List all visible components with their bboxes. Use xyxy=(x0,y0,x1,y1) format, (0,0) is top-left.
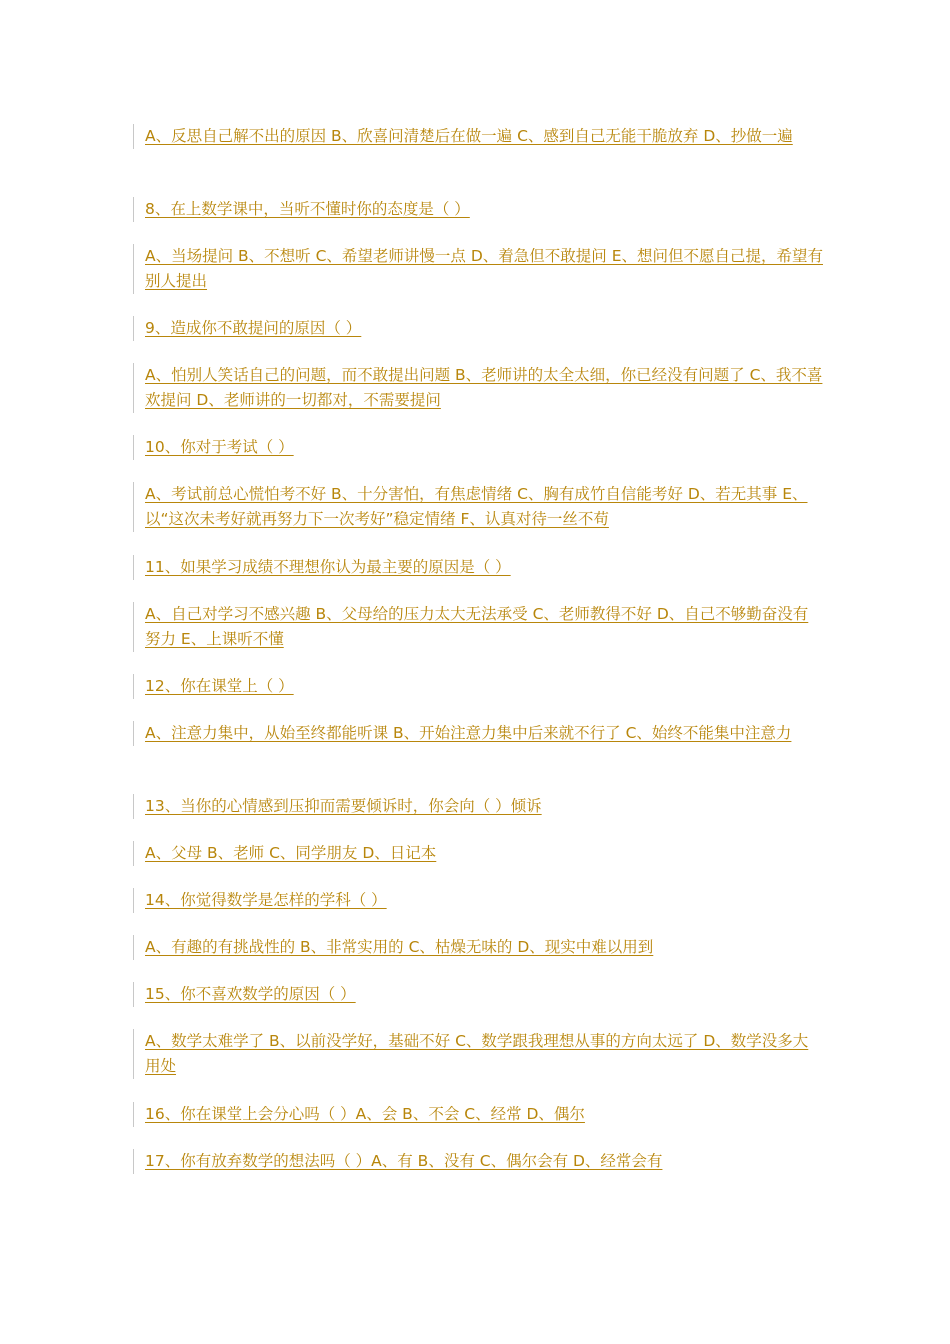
paragraph-text: 14、你觉得数学是怎样的学科（ ） xyxy=(145,891,387,909)
paragraph-text: A、注意力集中，从始至终都能听课 B、开始注意力集中后来就不行了 C、始终不能集中注意力 xyxy=(145,724,792,742)
answer-options-9 xyxy=(133,363,823,413)
paragraph-text: A、考试前总心慌怕考不好 B、十分害怕，有焦虑情绪 C、胸有成竹自信能考好 D、若无其事 E、以“这次未考好就再努力下一次考好”稳定情绪 F、认真对待一丝不苟 xyxy=(145,485,808,528)
paragraph-text: A、反思自己解不出的原因 B、欣喜问清楚后在做一遍 C、感到自己无能干脆放弃 D、抄做一遍 xyxy=(145,127,793,145)
paragraph-text: A、数学太难学了 B、以前没学好，基础不好 C、数学跟我理想从事的方向太远了 D、数学没多大用处 xyxy=(145,1032,809,1075)
question-16 xyxy=(133,1102,823,1127)
answer-options-8 xyxy=(133,244,823,294)
answer-options-11 xyxy=(133,602,823,652)
answer-options-14 xyxy=(133,935,823,960)
paragraph-text: 8、在上数学课中，当听不懂时你的态度是（ ） xyxy=(145,200,470,218)
answer-options-12 xyxy=(133,721,823,746)
paragraph-text: 9、造成你不敢提问的原因（ ） xyxy=(145,319,362,337)
paragraph-text: 15、你不喜欢数学的原因（ ） xyxy=(145,985,356,1003)
paragraph-text: 17、你有放弃数学的想法吗（ ）A、有 B、没有 C、偶尔会有 D、经常会有 xyxy=(145,1152,663,1170)
question-12 xyxy=(133,674,823,699)
paragraph-text: 11、如果学习成绩不理想你认为最主要的原因是（ ） xyxy=(145,558,511,576)
paragraph-text: 10、你对于考试（ ） xyxy=(145,438,294,456)
paragraph-text: A、父母 B、老师 C、同学朋友 D、日记本 xyxy=(145,844,437,862)
answer-options-7 xyxy=(133,124,823,149)
paragraph-text: A、当场提问 B、不想听 C、希望老师讲慢一点 D、着急但不敢提问 E、想问但不愿自己提，希望有别人提出 xyxy=(145,247,823,290)
question-13 xyxy=(133,794,823,819)
question-15 xyxy=(133,982,823,1007)
answer-options-10 xyxy=(133,482,823,532)
answer-options-13 xyxy=(133,841,823,866)
paragraph-text: 12、你在课堂上（ ） xyxy=(145,677,294,695)
paragraph-text: A、自己对学习不感兴趣 B、父母给的压力太大无法承受 C、老师教得不好 D、自己不够勤奋没有努力 E、上课听不懂 xyxy=(145,605,809,648)
question-10 xyxy=(133,435,823,460)
paragraph-text: A、有趣的有挑战性的 B、非常实用的 C、枯燥无味的 D、现实中难以用到 xyxy=(145,938,654,956)
question-8 xyxy=(133,197,823,222)
question-17 xyxy=(133,1149,823,1174)
paragraph-text: 13、当你的心情感到压抑而需要倾诉时，你会向（ ）倾诉 xyxy=(145,797,542,815)
answer-options-15 xyxy=(133,1029,823,1079)
question-9 xyxy=(133,316,823,341)
question-11 xyxy=(133,555,823,580)
paragraph-text: 16、你在课堂上会分心吗（ ）A、会 B、不会 C、经常 D、偶尔 xyxy=(145,1105,585,1123)
question-14 xyxy=(133,888,823,913)
paragraph-text: A、怕别人笑话自己的问题，而不敢提出问题 B、老师讲的太全太细，你已经没有问题了 C、我不喜欢提问 D、老师讲的一切都对，不需要提问 xyxy=(145,366,823,409)
